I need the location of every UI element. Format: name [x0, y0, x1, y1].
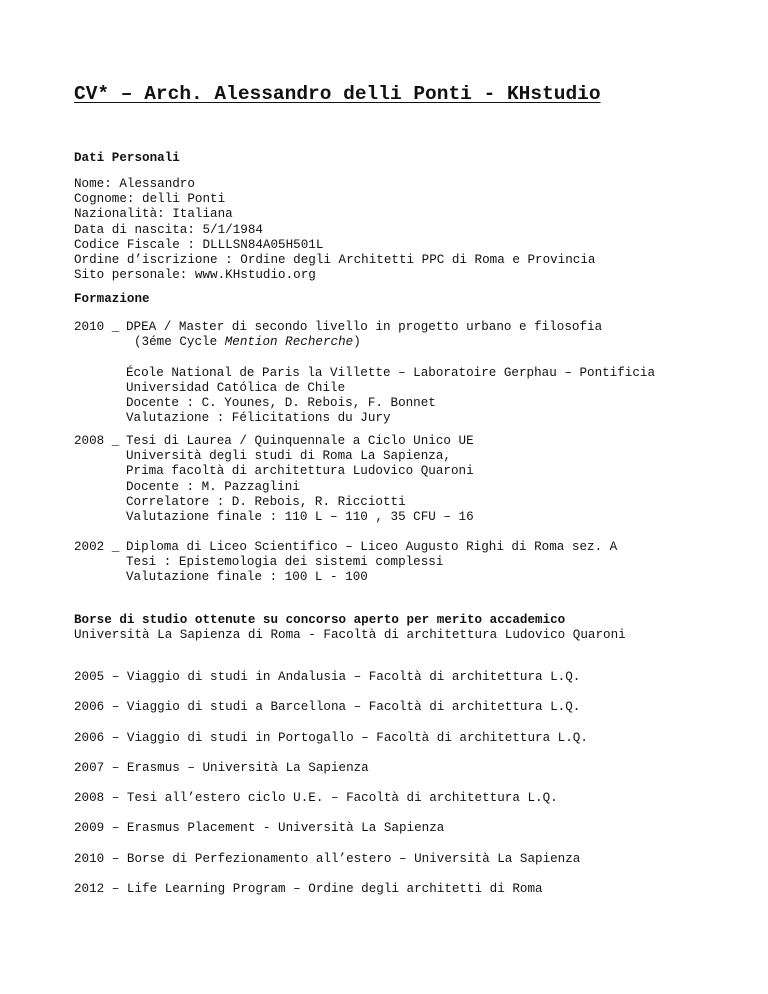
education-line: École National de Paris la Villette – Laboratoire Gerphau – Pontificia	[126, 365, 656, 380]
personal-fiscal-code: Codice Fiscale : DLLLSN84A05H501L	[74, 237, 324, 252]
section-heading-scholarships: Borse di studio ottenute su concorso aperto per merito accademico	[74, 613, 566, 627]
education-line: Docente : M. Pazzaglini	[126, 479, 300, 494]
education-line: Correlatore : D. Rebois, R. Ricciotti	[126, 494, 406, 509]
personal-nationality: Nazionalità: Italiana	[74, 207, 233, 222]
education-line: Diploma di Liceo Scientifico – Liceo Augusto Righi di Roma sez. A	[126, 540, 618, 554]
education-year: 2008 _	[74, 434, 120, 448]
education-line: Valutazione finale : 110 L – 110 , 35 CFU – 16	[126, 510, 474, 525]
education-year: 2010 _	[74, 320, 120, 334]
section-heading-personal: Dati Personali	[74, 151, 180, 165]
personal-name: Nome: Alessandro	[74, 177, 195, 191]
scholarships-subheading: Università La Sapienza di Roma - Facoltà di architettura Ludovico Quaroni	[74, 628, 626, 642]
personal-birthdate: Data di nascita: 5/1/1984	[74, 222, 263, 237]
education-title: DPEA / Master di secondo livello in progetto urbano e filosofia	[126, 320, 603, 334]
scholarship-item: 2007 – Erasmus – Università La Sapienza	[74, 761, 369, 775]
scholarship-item: 2005 – Viaggio di studi in Andalusia – Facoltà di architettura L.Q.	[74, 670, 581, 684]
education-line: Tesi : Epistemologia dei sistemi complessi	[126, 555, 444, 570]
scholarship-item: 2006 – Viaggio di studi a Barcellona – Facoltà di architettura L.Q.	[74, 700, 581, 714]
education-line: Docente : C. Younes, D. Rebois, F. Bonnet	[126, 396, 436, 410]
education-year: 2002 _	[74, 540, 120, 554]
scholarship-item: 2012 – Life Learning Program – Ordine degli architetti di Roma	[74, 882, 543, 896]
section-heading-education: Formazione	[74, 292, 150, 306]
education-subtitle: (3éme Cycle Mention Recherche)	[134, 335, 361, 350]
personal-registration: Ordine d’iscrizione : Ordine degli Architetti PPC di Roma e Provincia	[74, 253, 596, 267]
scholarship-item: 2009 – Erasmus Placement - Università La Sapienza	[74, 821, 445, 835]
education-line: Università degli studi di Roma La Sapienza,	[126, 449, 451, 464]
personal-surname: Cognome: delli Ponti	[74, 192, 226, 207]
education-line: Universidad Católica de Chile	[126, 380, 346, 395]
scholarship-item: 2008 – Tesi all’estero ciclo U.E. – Facoltà di architettura L.Q.	[74, 791, 558, 805]
education-line: Tesi di Laurea / Quinquennale a Ciclo Unico UE	[126, 434, 474, 448]
personal-website: Sito personale: www.KHstudio.org	[74, 268, 316, 283]
scholarship-item: 2010 – Borse di Perfezionamento all’estero – Università La Sapienza	[74, 852, 581, 866]
education-line: Valutazione finale : 100 L - 100	[126, 570, 368, 585]
education-line: Valutazione : Félicitations du Jury	[126, 411, 391, 426]
document-title: CV* – Arch. Alessandro delli Ponti - KHstudio	[74, 83, 601, 105]
scholarship-item: 2006 – Viaggio di studi in Portogallo – Facoltà di architettura L.Q.	[74, 731, 588, 745]
education-line: Prima facoltà di architettura Ludovico Quaroni	[126, 464, 474, 479]
